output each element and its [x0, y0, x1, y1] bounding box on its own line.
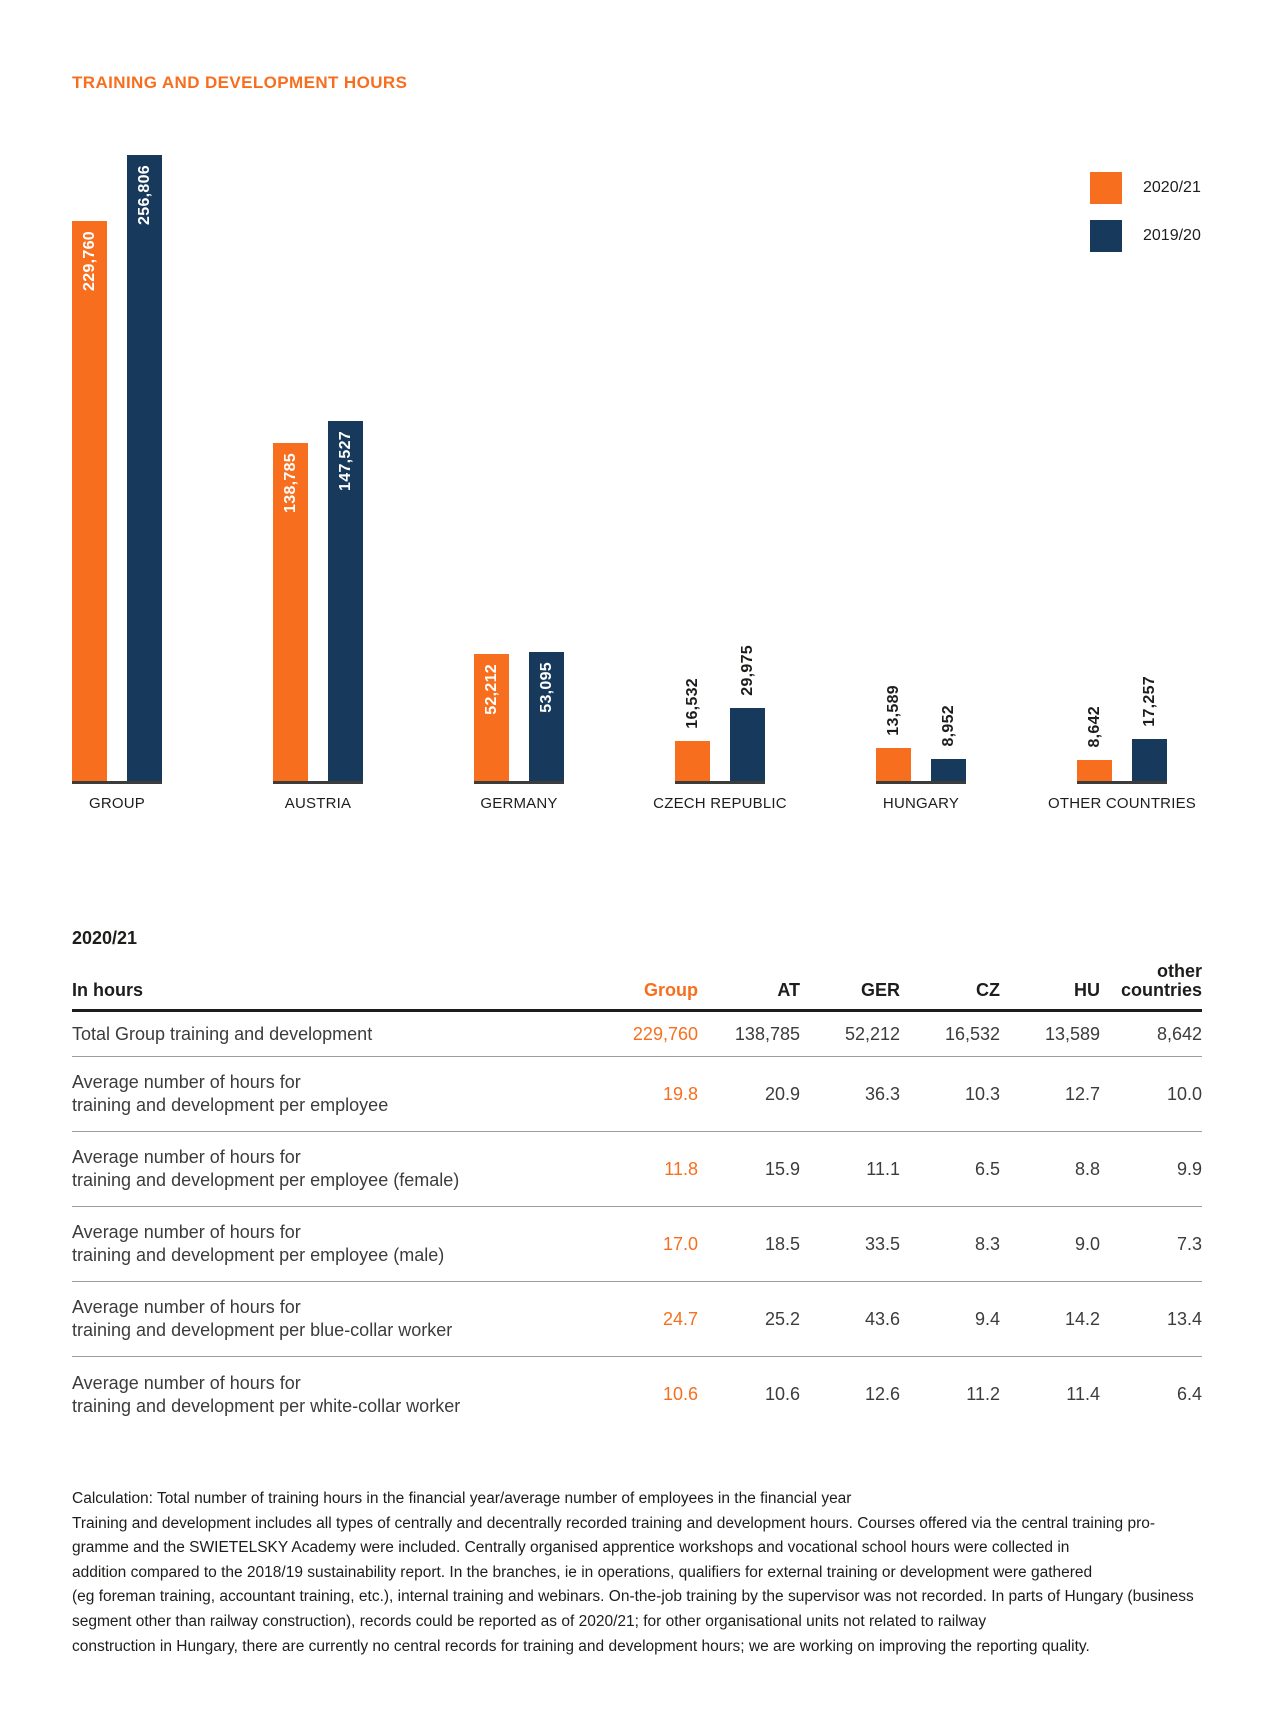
axis-baseline-segment: [72, 781, 162, 784]
column-header-cz: CZ: [976, 980, 1000, 1000]
row-label-line: Average number of hours for: [72, 1222, 301, 1242]
cell-value: 15.9: [764, 1158, 800, 1179]
row-label-line: training and development per employee: [72, 1095, 389, 1115]
bar-value-label: 52,212: [482, 664, 500, 715]
table-row: [72, 1357, 1202, 1432]
cell-value: 10.6: [662, 1384, 698, 1404]
table-body: [72, 1012, 1202, 1432]
cell-value: 24.7: [662, 1308, 698, 1329]
row-label: [72, 1146, 587, 1192]
footnote-line: (eg foreman training, accountant training, etc.), internal training and webinars. On-the-job training by the supervisor was not recorded. In parts of Hungary (business: [72, 1588, 1194, 1606]
category-label-hungary: HUNGARY: [882, 795, 960, 812]
cell-value: 14.2: [1064, 1308, 1100, 1329]
bar-2019-20-germany: [529, 652, 564, 781]
footnote: [72, 1487, 1222, 1659]
footnote-line: segment other than railway construction), records could be reported as of 2020/21; for other organisational units not related to railway: [72, 1612, 987, 1630]
bar-value-label: 53,095: [537, 662, 555, 713]
row-label: [72, 1372, 587, 1418]
legend-swatch-2019-20: [1090, 220, 1122, 252]
cell-value: 11.8: [664, 1158, 698, 1179]
bar-2020-21-germany: [474, 654, 509, 781]
bar-value-label: 8,642: [1085, 706, 1103, 748]
table-row: [72, 1057, 1202, 1132]
bar-value-label: 29,975: [738, 645, 756, 696]
bar-value-label: 8,952: [939, 705, 957, 747]
bar-2020-21-austria: [273, 443, 308, 781]
cell-value: 11.2: [966, 1384, 1000, 1404]
footnote-line: gramme and the SWIETELSKY Academy were included. Centrally organised apprentice workshops and vocational school hours were collected in: [72, 1539, 1070, 1557]
column-header-at: AT: [777, 980, 800, 1000]
cell-value: 12.6: [864, 1384, 900, 1404]
footnote-line: Training and development includes all types of centrally and decentrally recorded training and development hours. Courses offered via the central training pro-: [72, 1514, 1156, 1532]
legend-item-2019-20: [1090, 220, 1201, 252]
cell-value: 9.0: [1074, 1233, 1100, 1254]
cell-value: 13,589: [1044, 1023, 1100, 1044]
cell-value: 8.3: [974, 1233, 1000, 1254]
column-header-in-hours: In hours: [72, 980, 143, 1000]
category-label-germany: GERMANY: [480, 795, 558, 812]
category-label-other-countries: OTHER COUNTRIES: [1047, 795, 1196, 812]
axis-baseline-segment: [474, 781, 564, 784]
bar-value-label: 13,589: [884, 685, 902, 736]
cell-value: 20.9: [764, 1083, 800, 1104]
row-label-line: training and development per employee (male): [72, 1245, 445, 1265]
bar-value-label: 256,806: [135, 165, 153, 225]
table-row: [72, 1012, 1202, 1057]
cell-value: 25.2: [764, 1308, 800, 1329]
category-label-group: GROUP: [88, 795, 145, 812]
row-label: [72, 1071, 587, 1117]
cell-value: 10.3: [964, 1083, 1000, 1104]
cell-value: 10.0: [1166, 1083, 1202, 1104]
axis-baseline-segment: [1077, 781, 1167, 784]
cell-value: 43.6: [864, 1308, 900, 1329]
table-header-row: [72, 955, 1202, 1012]
cell-value: 9.9: [1176, 1158, 1202, 1179]
bar-2020-21-group: [72, 221, 107, 781]
bar-group-hungary: [876, 155, 966, 781]
footnote-line: addition compared to the 2018/19 sustainability report. In the branches, ie in operations, qualifiers for external training or development were gathered: [72, 1563, 1093, 1581]
row-label-line: Average number of hours for: [72, 1372, 301, 1393]
cell-value: 6.5: [974, 1158, 1000, 1179]
bar-group-austria: [273, 155, 363, 781]
cell-value: 229,760: [632, 1023, 698, 1044]
column-header-other-countries: other countries: [1120, 961, 1202, 1000]
cell-value: 11.1: [866, 1158, 900, 1179]
bar-group-czech-republic: [675, 155, 765, 781]
category-label-austria: AUSTRIA: [284, 795, 352, 812]
bar-2019-20-austria: [328, 421, 363, 781]
cell-value: 7.3: [1176, 1233, 1202, 1254]
legend-label: 2020/21: [1143, 179, 1201, 196]
row-label-line: Average number of hours for: [72, 1147, 301, 1167]
cell-value: 10.6: [764, 1384, 800, 1404]
bar-2020-21-other-countries: [1077, 706, 1112, 781]
row-label-line: training and development per white-collar worker: [72, 1395, 461, 1416]
table-row: [72, 1282, 1202, 1357]
cell-value: 8,642: [1156, 1023, 1202, 1044]
cell-value: 19.8: [662, 1083, 698, 1104]
row-label-line: training and development per employee (female): [72, 1170, 460, 1190]
bar-value-label: 147,527: [336, 431, 354, 491]
cell-value: 8.8: [1074, 1158, 1100, 1179]
bar-group-group: [72, 155, 162, 781]
footnote-line: Calculation: Total number of training hours in the financial year/average number of employees in the financial year: [72, 1490, 852, 1507]
table-row: [72, 1132, 1202, 1207]
cell-value: 9.4: [974, 1308, 1000, 1329]
cell-value: 52,212: [844, 1023, 900, 1044]
cell-value: 12.7: [1064, 1083, 1100, 1104]
row-label: [72, 1221, 587, 1267]
cell-value: 138,785: [734, 1023, 800, 1044]
column-header-hu: HU: [1074, 980, 1100, 1000]
bar-2020-21-czech-republic: [675, 678, 710, 781]
bar-group-germany: [474, 155, 564, 781]
table-section-heading: 2020/21: [72, 928, 138, 948]
table-row: [72, 1207, 1202, 1282]
cell-value: 33.5: [864, 1233, 900, 1254]
bar-value-label: 138,785: [281, 453, 299, 513]
category-label-czech-republic: CZECH REPUBLIC: [653, 795, 787, 812]
bar-2020-21-hungary: [876, 685, 911, 781]
footnote-line: construction in Hungary, there are currently no central records for training and development hours; we are working on improving the reporting quality.: [72, 1637, 1090, 1655]
category-axis: [0, 795, 1280, 817]
cell-value: 11.4: [1066, 1384, 1100, 1404]
column-header-ger: GER: [860, 980, 900, 1000]
bar-2019-20-czech-republic: [730, 645, 765, 781]
bar-value-label: 16,532: [683, 678, 701, 729]
bar-value-label: 17,257: [1140, 676, 1158, 727]
cell-value: 16,532: [944, 1023, 1000, 1044]
cell-value: 17.0: [662, 1233, 698, 1254]
axis-baseline-segment: [876, 781, 966, 784]
row-label-line: training and development per blue-collar worker: [72, 1320, 453, 1340]
cell-value: 6.4: [1176, 1384, 1202, 1404]
page-title: TRAINING AND DEVELOPMENT HOURS: [72, 73, 408, 92]
axis-baseline-segment: [675, 781, 765, 784]
axis-baseline-segment: [273, 781, 363, 784]
row-label-line: Average number of hours for: [72, 1072, 301, 1092]
row-label: [72, 1023, 587, 1046]
bar-2019-20-hungary: [931, 705, 966, 781]
cell-value: 36.3: [864, 1083, 900, 1104]
column-header-group: Group: [644, 980, 698, 1000]
training-hours-bar-chart: [0, 155, 1280, 781]
legend-label: 2019/20: [1143, 227, 1201, 244]
row-label-line: Total Group training and development: [72, 1023, 373, 1044]
bar-value-label: 229,760: [80, 231, 98, 291]
row-label-line: Average number of hours for: [72, 1297, 301, 1317]
legend-swatch-2020-21: [1090, 172, 1122, 204]
bar-2019-20-other-countries: [1132, 676, 1167, 781]
legend-item-2020-21: [1090, 172, 1201, 204]
bar-2019-20-group: [127, 155, 162, 781]
cell-value: 18.5: [764, 1233, 800, 1254]
training-hours-table: [72, 928, 1202, 1432]
row-label: [72, 1296, 587, 1342]
cell-value: 13.4: [1166, 1308, 1202, 1329]
